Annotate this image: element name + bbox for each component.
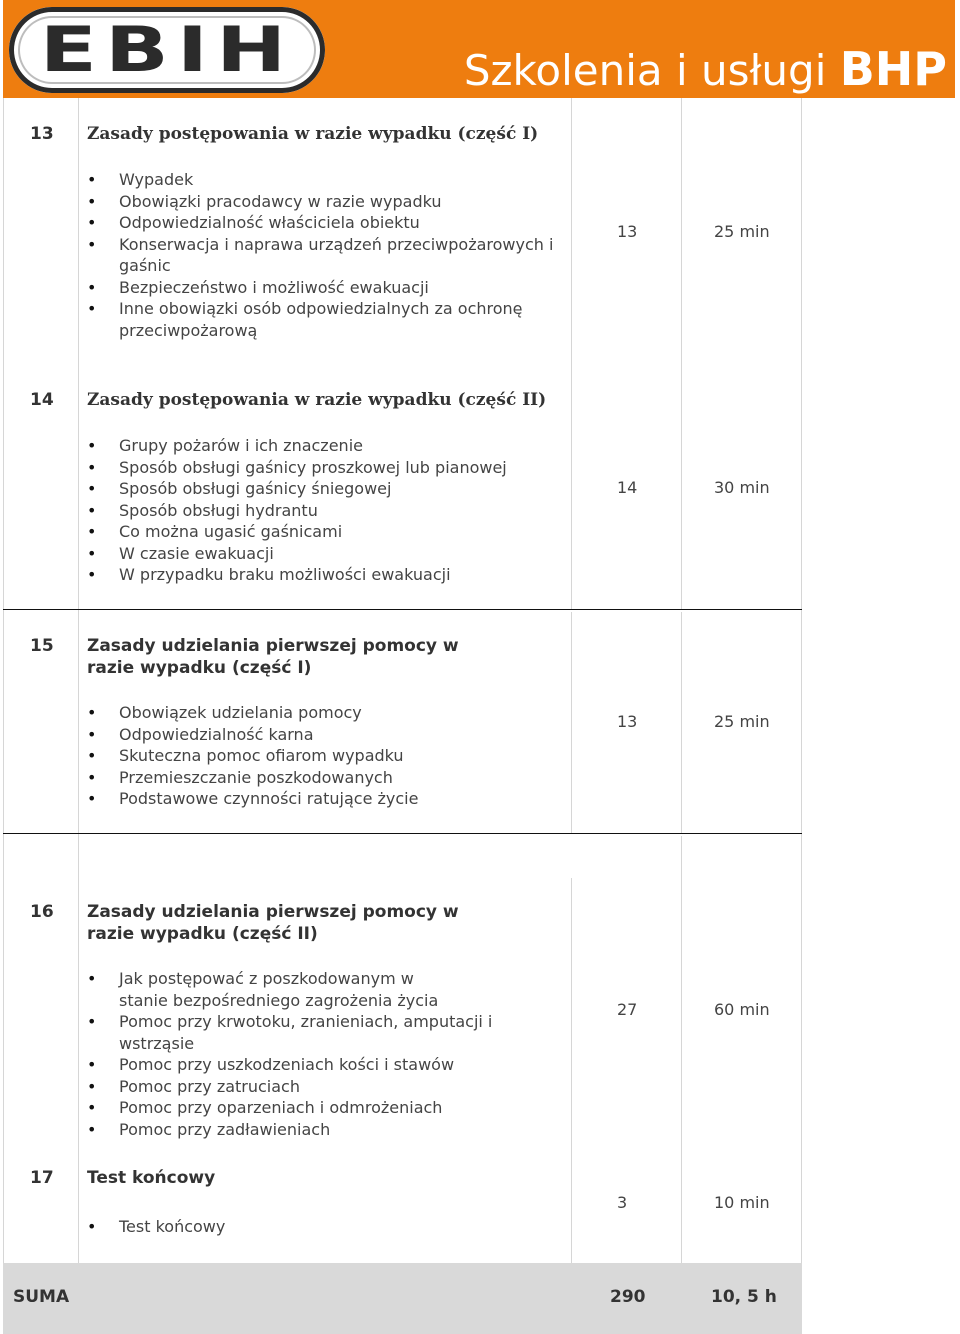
list-item: • Podstawowe czynności ratujące życie	[87, 788, 562, 810]
grid-line	[681, 612, 682, 834]
row-title: Zasady udzielania pierwszej pomocy w razie wypadku (część II)	[87, 902, 459, 944]
hours-value: 13	[617, 222, 638, 241]
list-item: • Obowiązek udzielania pomocy	[87, 702, 562, 724]
time-value: 60 min	[714, 1000, 770, 1019]
summary-label: SUMA	[13, 1287, 70, 1307]
topic-list	[87, 702, 562, 810]
tagline-main: Szkolenia i usługi	[463, 46, 840, 95]
list-item: • W czasie ewakuacji	[87, 543, 562, 565]
list-item: • Obowiązki pracodawcy w razie wypadku	[87, 191, 562, 213]
row-number: 15	[30, 636, 54, 656]
time-value: 25 min	[714, 222, 770, 241]
topic-list	[87, 169, 562, 341]
hours-value: 27	[617, 1000, 638, 1019]
grid-line	[801, 98, 802, 1263]
list-item: • W przypadku braku możliwości ewakuacji	[87, 564, 562, 586]
list-item: • Sposób obsługi hydrantu	[87, 500, 562, 522]
row-number: 13	[30, 124, 54, 144]
topic-list	[87, 968, 562, 1140]
list-item: • Grupy pożarów i ich znaczenie	[87, 435, 562, 457]
grid-line	[681, 98, 682, 610]
banner-tagline	[464, 40, 947, 98]
time-value: 25 min	[714, 712, 770, 731]
list-item: • Sposób obsługi gaśnicy śniegowej	[87, 478, 562, 500]
list-item: • Wypadek	[87, 169, 562, 191]
list-item: • Test końcowy	[87, 1216, 562, 1238]
list-item: • Co można ugasić gaśnicami	[87, 521, 562, 543]
grid-line	[3, 98, 4, 1263]
grid-line	[681, 836, 682, 1263]
topic-list	[87, 1216, 562, 1238]
list-item: • Jak postępować z poszkodowanym w stanie bezpośredniego zagrożenia życia	[87, 968, 459, 1011]
grid-line	[571, 612, 572, 834]
summary-row	[3, 1263, 802, 1334]
logo-text: EBIH	[39, 13, 295, 86]
row-number: 14	[30, 390, 54, 410]
row-title: Zasady udzielania pierwszej pomocy w razie wypadku (część I)	[87, 636, 459, 678]
grid-line	[571, 98, 572, 610]
row-divider	[3, 833, 802, 834]
list-item: • Skuteczna pomoc ofiarom wypadku	[87, 745, 562, 767]
list-item: • Bezpieczeństwo i możliwość ewakuacji	[87, 277, 562, 299]
list-item: • Odpowiedzialność właściciela obiektu	[87, 212, 562, 234]
time-value: 30 min	[714, 478, 770, 497]
company-logo	[9, 7, 325, 93]
summary-hours: 290	[610, 1287, 646, 1307]
grid-line	[78, 98, 79, 1263]
hours-value: 14	[617, 478, 638, 497]
list-item: • Inne obowiązki osób odpowiedzialnych za ochronę przeciwpożarową	[87, 298, 562, 341]
summary-time: 10, 5 h	[711, 1287, 777, 1307]
row-number: 17	[30, 1168, 54, 1188]
topic-list	[87, 435, 562, 586]
grid-line	[571, 878, 572, 1263]
time-value: 10 min	[714, 1193, 770, 1212]
list-item: • Pomoc przy uszkodzeniach kości i stawów	[87, 1054, 562, 1076]
hours-value: 3	[617, 1193, 628, 1212]
row-title: Test końcowy	[87, 1168, 216, 1188]
row-title: Zasady postępowania w razie wypadku (część II)	[87, 390, 547, 410]
hours-value: 13	[617, 712, 638, 731]
list-item: • Konserwacja i naprawa urządzeń przeciwpożarowych i gaśnic	[87, 234, 562, 277]
row-number: 16	[30, 902, 54, 922]
row-divider	[3, 609, 802, 610]
row-title: Zasady postępowania w razie wypadku (część I)	[87, 124, 539, 144]
list-item: • Przemieszczanie poszkodowanych	[87, 767, 562, 789]
tagline-bhp: BHP	[839, 42, 947, 96]
header-banner	[3, 0, 955, 98]
list-item: • Pomoc przy krwotoku, zranieniach, amputacji i wstrząsie	[87, 1011, 562, 1054]
list-item: • Pomoc przy zadławieniach	[87, 1119, 562, 1141]
list-item: • Pomoc przy oparzeniach i odmrożeniach	[87, 1097, 562, 1119]
list-item: • Sposób obsługi gaśnicy proszkowej lub pianowej	[87, 457, 562, 479]
list-item: • Odpowiedzialność karna	[87, 724, 562, 746]
list-item: • Pomoc przy zatruciach	[87, 1076, 562, 1098]
